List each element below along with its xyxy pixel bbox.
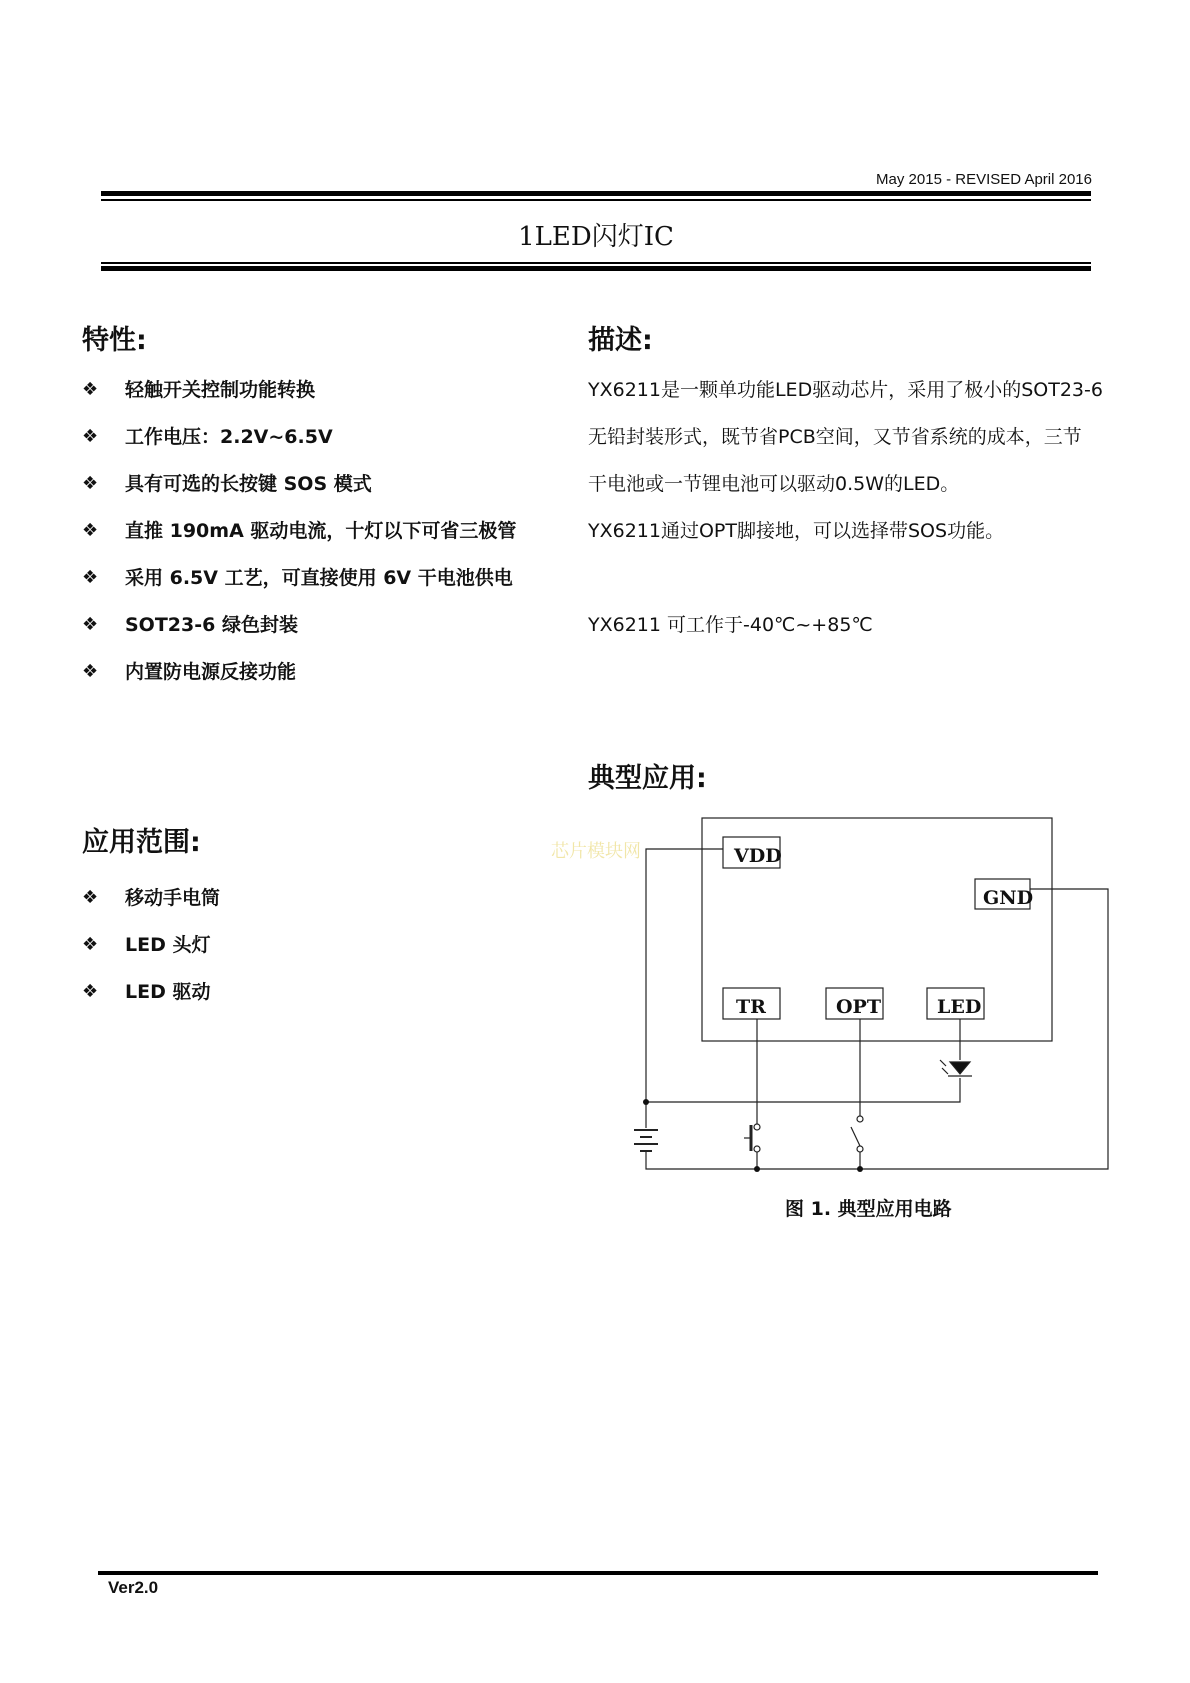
junction-dot bbox=[754, 1166, 760, 1172]
list-item: ❖ LED 头灯 bbox=[82, 930, 220, 977]
junction-dot bbox=[857, 1166, 863, 1172]
applications-list bbox=[82, 883, 220, 1024]
pushbutton-switch-icon bbox=[744, 1124, 760, 1152]
opt-label: OPT bbox=[836, 996, 881, 1018]
tr-label: TR bbox=[736, 996, 766, 1018]
bullet-icon: ❖ bbox=[82, 567, 99, 588]
led-return-wire bbox=[646, 1078, 960, 1102]
bullet-icon: ❖ bbox=[82, 661, 99, 682]
list-item: ❖ 直推 190mA 驱动电流，十灯以下可省三极管 bbox=[82, 516, 516, 563]
header-rule-thick bbox=[101, 191, 1091, 196]
description-spacer bbox=[588, 563, 1128, 610]
bullet-icon: ❖ bbox=[82, 614, 99, 635]
description-line: YX6211 可工作于-40℃~+85℃ bbox=[588, 614, 873, 636]
bullet-icon: ❖ bbox=[82, 426, 99, 447]
circuit-diagram bbox=[625, 810, 1115, 1182]
led-diode-icon bbox=[940, 1060, 972, 1076]
features-heading: 特性: bbox=[82, 325, 147, 356]
description-body bbox=[588, 375, 1128, 657]
list-item: ❖ 移动手电筒 bbox=[82, 883, 220, 930]
opt-switch-icon bbox=[851, 1116, 863, 1152]
battery-icon bbox=[634, 1130, 658, 1151]
title-rule-thick bbox=[101, 266, 1091, 271]
description-line: YX6211是一颗单功能LED驱动芯片，采用了极小的SOT23-6 bbox=[588, 379, 1103, 401]
watermark: 芯片模块网 bbox=[551, 841, 641, 862]
list-item: ❖ 采用 6.5V 工艺，可直接使用 6V 干电池供电 bbox=[82, 563, 516, 610]
header-rule-thin bbox=[101, 199, 1091, 201]
vdd-wire bbox=[646, 849, 723, 1102]
led-label: LED bbox=[937, 996, 982, 1018]
list-item: ❖ 具有可选的长按键 SOS 模式 bbox=[82, 469, 516, 516]
vdd-label: VDD bbox=[734, 845, 782, 867]
applications-heading: 应用范围: bbox=[82, 827, 201, 858]
bullet-icon: ❖ bbox=[82, 981, 99, 1002]
revision-date: May 2015 - REVISED April 2016 bbox=[876, 171, 1092, 188]
list-item: ❖ 轻触开关控制功能转换 bbox=[82, 375, 516, 422]
description-line: YX6211通过OPT脚接地，可以选择带SOS功能。 bbox=[588, 520, 1005, 542]
junction-dot bbox=[643, 1099, 649, 1105]
footer-rule bbox=[98, 1571, 1098, 1575]
description-line: 干电池或一节锂电池可以驱动0.5W的LED。 bbox=[588, 473, 960, 495]
version-label: Ver2.0 bbox=[108, 1578, 159, 1597]
bullet-icon: ❖ bbox=[82, 520, 99, 541]
typical-application-heading: 典型应用: bbox=[588, 763, 707, 794]
list-item: ❖ SOT23-6 绿色封装 bbox=[82, 610, 516, 657]
bullet-icon: ❖ bbox=[82, 379, 99, 400]
list-item: ❖ 内置防电源反接功能 bbox=[82, 657, 516, 704]
gnd-label: GND bbox=[983, 887, 1034, 909]
bullet-icon: ❖ bbox=[82, 887, 99, 908]
gnd-wire bbox=[646, 889, 1108, 1169]
bullet-icon: ❖ bbox=[82, 473, 99, 494]
document-title: 1LED闪灯IC bbox=[518, 222, 674, 252]
title-rule-thin bbox=[101, 262, 1091, 264]
description-heading: 描述: bbox=[588, 325, 653, 356]
list-item: ❖ 工作电压：2.2V~6.5V bbox=[82, 422, 516, 469]
figure-caption: 图 1. 典型应用电路 bbox=[785, 1198, 952, 1220]
features-list bbox=[82, 375, 516, 704]
description-line: 无铅封装形式，既节省PCB空间，又节省系统的成本，三节 bbox=[588, 426, 1082, 448]
bullet-icon: ❖ bbox=[82, 934, 99, 955]
list-item: ❖ LED 驱动 bbox=[82, 977, 220, 1024]
